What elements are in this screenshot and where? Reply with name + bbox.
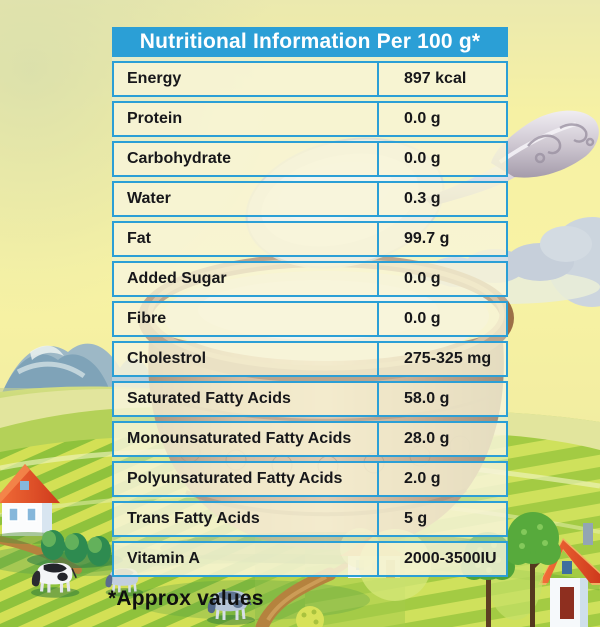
- nutrient-label: Vitamin A: [114, 543, 379, 575]
- nutrient-label: Saturated Fatty Acids: [114, 383, 379, 415]
- table-row: [112, 181, 508, 217]
- nutrient-value: 0.3 g: [404, 190, 441, 207]
- nutrient-value: 0.0 g: [404, 270, 441, 287]
- nutrient-value: 275-325 mg: [404, 350, 492, 367]
- nutrient-label: Water: [114, 183, 379, 215]
- nutrient-label: Trans Fatty Acids: [114, 503, 379, 535]
- nutrient-label: Fibre: [114, 303, 379, 335]
- nutrient-label: Carbohydrate: [114, 143, 379, 175]
- table-row: [112, 381, 508, 417]
- nutrient-value: 2.0 g: [404, 470, 441, 487]
- table-row: [112, 261, 508, 297]
- approx-values-footnote: *Approx values: [108, 587, 264, 610]
- nutrient-label: Polyunsaturated Fatty Acids: [114, 463, 379, 495]
- table-row: [112, 501, 508, 537]
- nutrient-value: 0.0 g: [404, 110, 441, 127]
- table-rows: [112, 61, 508, 577]
- table-row: [112, 301, 508, 337]
- nutrient-value: 0.0 g: [404, 310, 441, 327]
- nutrient-value: 58.0 g: [404, 390, 450, 407]
- nutrient-label: Monounsaturated Fatty Acids: [114, 423, 379, 455]
- table-row: [112, 101, 508, 137]
- table-row: [112, 61, 508, 97]
- nutrition-table: [112, 27, 508, 577]
- nutrient-label: Energy: [114, 63, 379, 95]
- table-row: [112, 461, 508, 497]
- nutrient-value: 28.0 g: [404, 430, 450, 447]
- table-row: [112, 541, 508, 577]
- nutrient-label: Added Sugar: [114, 263, 379, 295]
- nutrient-value: 0.0 g: [404, 150, 441, 167]
- nutrient-value: 897 kcal: [404, 70, 467, 87]
- nutrient-value: 5 g: [404, 510, 428, 527]
- nutrient-label: Cholestrol: [114, 343, 379, 375]
- nutrient-label: Protein: [114, 103, 379, 135]
- nutrient-label: Fat: [114, 223, 379, 255]
- table-row: [112, 341, 508, 377]
- table-title: Nutritional Information Per 100 g*: [112, 27, 508, 57]
- table-row: [112, 221, 508, 257]
- nutrient-value: 2000-3500IU: [404, 550, 497, 567]
- nutrient-value: 99.7 g: [404, 230, 450, 247]
- table-row: [112, 421, 508, 457]
- table-row: [112, 141, 508, 177]
